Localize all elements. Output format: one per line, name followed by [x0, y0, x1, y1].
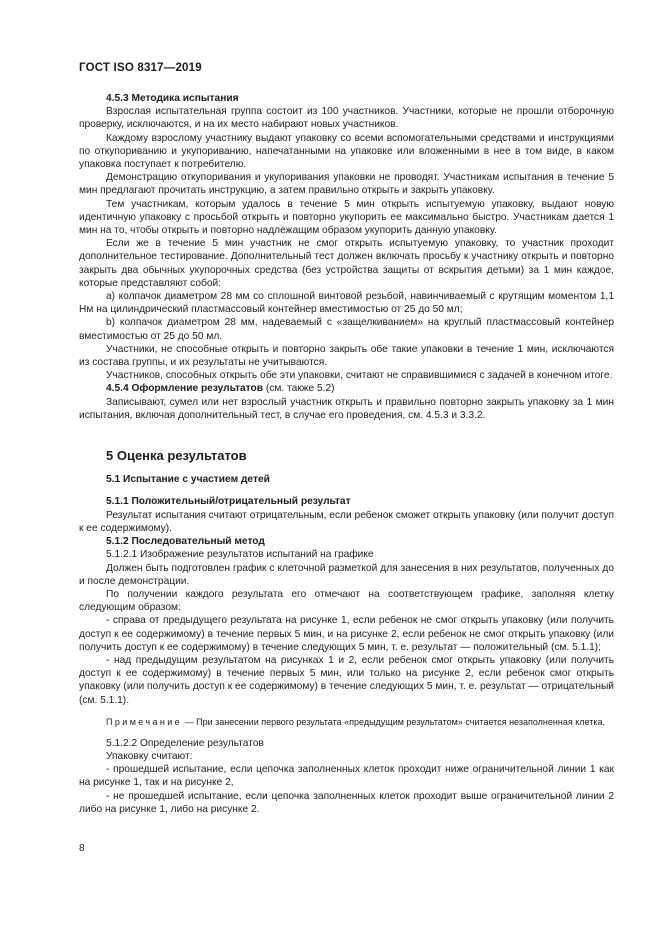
- paragraph: Должен быть подготовлен график с клеточной разметкой для занесения в них результатов, полученных до и после демонстрации.: [79, 562, 614, 587]
- section-5-1-1-heading: 5.1.1 Положительный/отрицательный результат: [106, 496, 351, 508]
- section-4-5-3-heading: 4.5.3 Методика испытания: [106, 93, 239, 104]
- list-item-b: b) колпачок диаметром 28 мм, надеваемый с «защелкиванием» на круглый пластмассовый контейнер вместимостью от 25 до 50 мл.: [79, 317, 614, 342]
- dash-item: - справа от предыдущего результата на рисунке 1, если ребенок не смог открыть упаковку (или получить доступ к ее содержимому) в течение первых 5 мин, и на рисунке 2, если ребенок не смог открыть упаковку (или получить доступ к ее содержимому) в течение следующих 5 мин, т. е. результат — положительный (см. 5.1.1);: [79, 615, 614, 653]
- paragraph: Участников, способных открыть обе эти упаковки, считают не справившимися с задачей в конечном итоге.: [106, 370, 613, 382]
- paragraph: Если же в течение 5 мин участник не смог открыть испытуемую упаковку, то участник проходит дополнительное тестирование. Дополнительный тест должен включать просьбу к участнику открыть и повторно закрыть два обычных укупорочных средства (без устройства защиты от вскрытия детьми) за 1 мин каждое, которые представляют собой:: [79, 238, 614, 289]
- paragraph: Каждому взрослому участнику выдают упаковку со всеми вспомогательными средствами и инструкциями по откупориванию и укупориванию, напечатанными на упаковке или вложенными в нее в том виде, в каком упаковка поступает к потребителю.: [79, 132, 614, 171]
- paragraph: Взрослая испытательная группа состоит из 100 участников. Участники, которые не прошли отборочную проверку, исключаются, и на их место набирают новых участников.: [79, 106, 614, 131]
- dash-item: - прошедшей испытание, если цепочка заполненных клеток проходит ниже ограничительной линии 1 как на рисунке 1, так и на рисунке 2,: [79, 764, 614, 789]
- document-body: [79, 92, 614, 816]
- paragraph: Результат испытания считают отрицательным, если ребенок сможет открыть упаковку (или получит доступ к ее содержимому).: [79, 509, 614, 534]
- section-4-5-4-title: 4.5.4 Оформление результатов: [106, 383, 264, 395]
- paragraph: Записывают, сумел или нет взрослый участник открыть и правильно повторно закрыть упаковку за 1 мин испытания, включая дополнительный тест, в случае его проведения, см. 4.5.3 и 3.3.2.: [79, 396, 614, 421]
- dash-item: - над предыдущим результатом на рисунках 1 и 2, если ребенок смог открыть упаковку (или получить доступ к ее содержимому) в течение первых 5 мин, или только на рисунке 2, если ребенок смог открыть упаковку (или получить доступ к ее содержимому) в течение следующих 5 мин, т. е. результат — отрицательный (см. 5.1.1).: [79, 654, 614, 706]
- paragraph: Тем участникам, которым удалось в течение 5 мин открыть испытуемую упаковку, выдают новую идентичную упаковку с просьбой открыть и повторно укупорить ее максимально быстро. Участникам дается 1 мин на то, чтобы открыть и повторно надлежащим образом укупорить данную упаковку.: [79, 198, 614, 237]
- section-5-1-heading: 5.1 Испытание с участием детей: [106, 474, 270, 486]
- dash-item: - не прошедшей испытание, если цепочка заполненных клеток проходит выше ограничительной линии 2 либо на рисунке 1, либо на рисунке 2.: [79, 790, 614, 815]
- section-5-1-2-2-heading: 5.1.2.2 Определение результатов: [106, 737, 264, 749]
- note-label: Примечание: [106, 716, 183, 727]
- section-5-heading: 5 Оценка результатов: [106, 448, 247, 464]
- list-item-a: а) колпачок диаметром 28 мм со сплошной винтовой резьбой, навинчиваемый с крутящим моментом 1,1 Нм на цилиндрический пластмассовый контейнер вместимостью от 25 до 50 мл;: [79, 291, 614, 316]
- document-header: ГОСТ ISO 8317—2019: [79, 62, 202, 74]
- paragraph: Демонстрацию откупоривания и укупоривания упаковки не проводят. Участникам испытания в течение 5 мин предлагают прочитать инструкцию, а затем правильно открыть и закрыть упаковку.: [79, 172, 614, 197]
- paragraph: Упаковку считают:: [106, 750, 193, 762]
- section-4-5-4-heading: [79, 382, 614, 395]
- note-text: — При занесении первого результата «предыдущим результатом» считается незаполненная клетка.: [182, 716, 605, 727]
- paragraph: По получении каждого результата его отмечают на соответствующем графике, заполняя клетку следующим образом:: [79, 588, 614, 614]
- section-4-5-4-reference: (см. также 5.2): [263, 383, 335, 395]
- paragraph: Участники, не способные открыть и повторно закрыть обе такие упаковки в течение 1 мин, исключаются из состава группы, и их результаты не учитываются.: [79, 343, 614, 369]
- section-5-1-2-heading: 5.1.2 Последовательный метод: [106, 536, 265, 548]
- note: [79, 716, 614, 728]
- page-number: 8: [79, 843, 85, 854]
- section-5-1-2-1-heading: 5.1.2.1 Изображение результатов испытаний на графике: [106, 549, 374, 561]
